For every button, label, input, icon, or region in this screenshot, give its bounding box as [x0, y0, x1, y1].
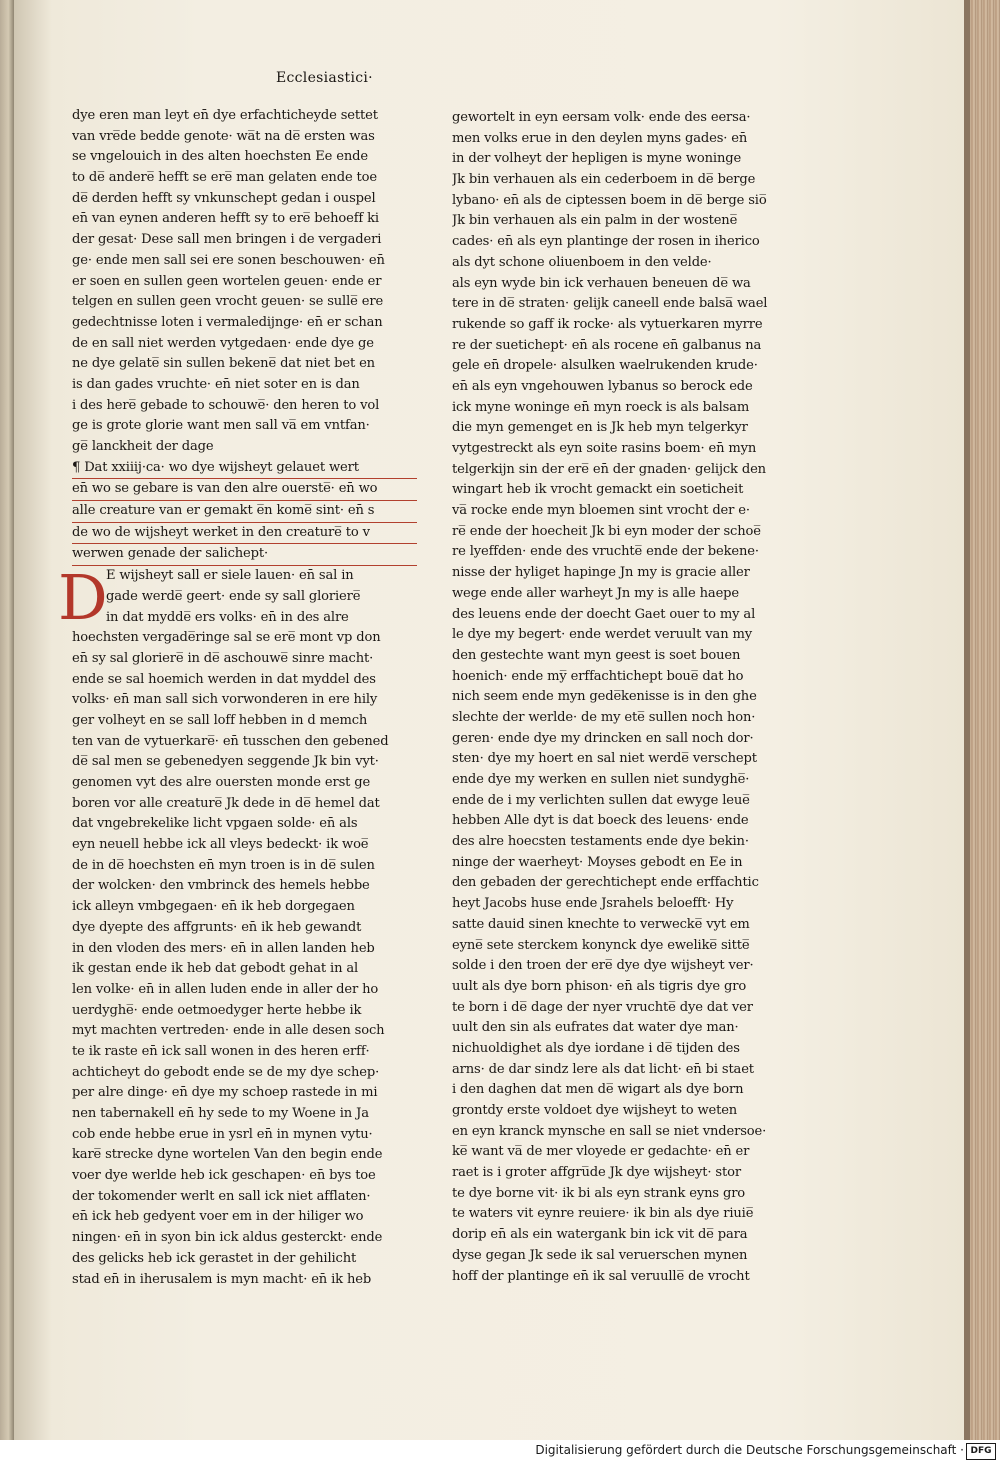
text-line: Jk bin verhauen als ein palm in der wostene̅ [452, 213, 738, 229]
text-line: des alre hoecsten testaments ende dye bekin· [452, 834, 749, 850]
text-line: hoechsten vergade̅ringe sal se ere̅ mont vp don [72, 630, 381, 646]
text-line: en eyn kranck mynsche en sall se niet vndersoe· [452, 1123, 767, 1139]
text-line: i den daghen dat men de̅ wigart als dye born [452, 1082, 744, 1098]
text-line: in dat mydde̅ ers volks· en̄ in des alre [106, 609, 349, 625]
text-line: der tokomender werlt en sall ick niet afflaten· [72, 1188, 371, 1204]
text-line: se vngelouich in des alten hoechsten Ee ende [72, 149, 368, 165]
text-line: en̄ ick heb gedyent voer em in der hiliger wo [72, 1209, 364, 1225]
text-line: gade werde̅ geert· ende sy sall gloriere̅ [106, 588, 361, 604]
text-line: nichuoldighet als dye iordane i de̅ tijden des [452, 1040, 740, 1056]
left-column-paragraph-1 [72, 106, 417, 458]
text-line: lybano· en̄ als de ciptessen boem in de̅ berge sio̅ [452, 192, 767, 208]
text-line: ¶ Dat xxiiij·ca· wo dye wijsheyt gelauet wert [72, 458, 417, 480]
text-line: stad en̄ in iherusalem is myn macht· en̄ ik heb [72, 1271, 372, 1287]
text-line: der gesat· Dese sall men bringen i de vergaderi [72, 232, 382, 248]
right-column-text [452, 108, 797, 1287]
text-line: heyt Jacobs huse ende Jsrahels beloefft· Hy [452, 896, 734, 912]
running-head: Ecclesiastici· [276, 70, 373, 86]
text-line: solde i den troen der ere̅ dye dye wijsheyt ver· [452, 958, 754, 974]
text-line: genomen vyt des alre ouersten monde erst ge [72, 775, 371, 790]
text-line: i des here̅ gebade to schouwe̅· den heren to vol [72, 397, 380, 413]
text-line: men volks erue in den deylen myns gades· en̄ [452, 130, 748, 146]
text-line: die myn gemenget en is Jk heb myn telgerkyr [452, 420, 748, 436]
text-line: raet is i groter affgru̅de Jk dye wijsheyt· stor [452, 1165, 741, 1181]
text-line: dorip en̄ als ein watergank bin ick vit de̅ para [452, 1227, 748, 1243]
text-line: satte dauid sinen knechte to verwecke̅ vyt em [452, 916, 750, 932]
text-line: re lyeffden· ende des vruchte̅ ende der bekene· [452, 544, 759, 560]
text-line: achticheyt do gebodt ende se de my dye schep· [72, 1064, 380, 1080]
text-line: ge· ende men sall sei ere sonen beschouwen· en̄ [72, 252, 385, 268]
text-line: dyse gegan Jk sede ik sal veruerschen mynen [452, 1247, 748, 1263]
text-line: is dan gades vruchte· en̄ niet soter en is dan [72, 376, 360, 392]
text-line: cob ende hebbe erue in ysrl en̄ in mynen vytu· [72, 1126, 373, 1142]
text-line: hoenich· ende my̅ erffachtichept boue̅ dat ho [452, 668, 744, 684]
right-text-column [452, 108, 797, 1287]
text-line: kare̅ strecke dyne wortelen Van den begin ende [72, 1147, 383, 1163]
text-line: ne dye gelate̅ sin sullen bekene̅ dat niet bet en [72, 356, 375, 372]
text-line: dye eren man leyt en̄ dye erfachticheyde settet [72, 108, 378, 123]
chapter-rubric [72, 458, 417, 566]
text-line: ge̅ lanckheit der dage [72, 439, 214, 454]
text-line: der wolcken· den vmbrinck des hemels hebbe [72, 878, 370, 894]
text-line: uult als dye born phison· en̄ als tigris dye gro [452, 978, 747, 994]
text-line: boren vor alle creature̅ Jk dede in de̅ hemel dat [72, 795, 380, 811]
text-line: nich seem ende myn gede̅kenisse is in den ghe [452, 689, 757, 705]
text-line: hoff der plantinge en̄ ik sal veruulle̅ de vrocht [452, 1268, 750, 1284]
text-line: ge is grote glorie want men sall va̅ em vntfan· [72, 418, 370, 434]
left-column-paragraph-2 [72, 628, 417, 1290]
text-line: ick alleyn vmbgegaen· en̄ ik heb dorgegaen [72, 899, 355, 915]
text-line: de in de̅ hoechsten en̄ myn troen is in de̅ sulen [72, 857, 375, 873]
text-line: alle creature van er gemakt e̅n kome̅ sint· en̄ s [72, 501, 417, 523]
text-line: en̄ van eynen anderen hefft sy to ere̅ behoeff ki [72, 211, 379, 227]
text-line: telgen en sullen geen vrocht geuen· se sulle̅ ere [72, 294, 384, 310]
text-line: van vre̅de bedde genote· wa̅t na de̅ ersten was [72, 128, 375, 144]
book-fore-edge [964, 0, 1000, 1440]
facing-page-edge [0, 0, 14, 1440]
text-line: ten van de vytuerkare̅· en̄ tusschen den gebened [72, 733, 389, 749]
text-line: grontdy erste voldoet dye wijsheyt to weten [452, 1103, 738, 1118]
text-line: gedechtnisse loten i vermaledijnge· en̄ er schan [72, 314, 383, 330]
initial-lines [72, 566, 417, 628]
text-line: de en sall niet werden vytgedaen· ende dye ge [72, 335, 374, 351]
text-line: wege ende aller warheyt Jn my is alle haepe [452, 585, 740, 601]
text-line: ninge der waerheyt· Moyses gebodt en Ee in [452, 854, 743, 870]
text-line: nen tabernakell en̄ hy sede to my Woene in Ja [72, 1106, 369, 1121]
text-line: ende se sal hoemich werden in dat myddel des [72, 671, 376, 687]
text-line: de̅ sal men se gebenedyen seggende Jk bin vyt· [72, 754, 379, 770]
text-line: ick myne woninge en̄ myn roeck is als balsam [452, 399, 750, 415]
text-line: als eyn wyde bin ick verhauen beneuen de̅ wa [452, 275, 751, 291]
text-line: des gelicks heb ick gerastet in der gehilicht [72, 1250, 357, 1266]
text-line: E wijsheyt sall er siele lauen· en̄ sal in [106, 568, 354, 584]
text-line: de wo de wijsheyt werket in den creature̅ to v [72, 523, 417, 545]
text-line: ke̅ want va̅ de mer vloyede er gedachte· en̄ er [452, 1144, 750, 1160]
text-line: in den vloden des mers· en̄ in allen landen heb [72, 940, 375, 956]
text-line: ningen· en̄ in syon bin ick aldus gesterckt· ende [72, 1230, 383, 1246]
text-line: sten· dye my hoert en sal niet werde̅ verschept [452, 751, 757, 767]
text-line: Jk bin verhauen als ein cederboem in de̅ berge [452, 172, 756, 188]
dfg-logo: DFG [966, 1443, 996, 1460]
text-line: en̄ wo se gebare is van den alre ouerste̅· en̄ wo [72, 479, 417, 501]
text-line: cades· en̄ als eyn plantinge der rosen in iherico [452, 234, 760, 250]
text-line: re der suetichept· en̄ als rocene en̄ galbanus na [452, 337, 762, 353]
text-line: te waters vit eynre reuiere· ik bin als dye riuie̅ [452, 1206, 754, 1222]
text-line: hebben Alle dyt is dat boeck des leuens· ende [452, 813, 749, 829]
text-line: den gebaden der gerechtichept ende erffachtic [452, 875, 759, 891]
text-line: ger volheyt en se sall loff hebben in d memch [72, 712, 368, 728]
text-line: te born i de̅ dage der nyer vruchte̅ dye dat ver [452, 999, 753, 1015]
text-line: to de̅ andere̅ hefft se ere̅ man gelaten ende toe [72, 170, 378, 186]
text-line: le dye my begert· ende werdet veruult van my [452, 627, 753, 643]
text-line: er soen en sullen geen wortelen geuen· ende er [72, 273, 382, 289]
text-line: geren· ende dye my drincken en sall noch dor· [452, 730, 754, 746]
text-line: in der volheyt der hepligen is myne woninge [452, 151, 742, 167]
text-line: len volke· en̄ in allen luden ende in aller der ho [72, 981, 379, 997]
text-line: te dye borne vit· ik bi als eyn strank eyns gro [452, 1185, 746, 1201]
text-line: uerdyghe̅· ende oetmoedyger herte hebbe ik [72, 1002, 362, 1018]
text-line: ik gestan ende ik heb dat gebodt gehat in al [72, 961, 359, 977]
left-text-column [58, 106, 417, 1290]
text-line: telgerkijn sin der ere̅ en̄ der gnaden· gelijck den [452, 461, 766, 477]
funding-notice: Digitalisierung gefördert durch die Deutsche Forschungsgemeinschaft · [535, 1443, 964, 1457]
text-line: voer dye werlde heb ick geschapen· en̄ bys toe [72, 1168, 376, 1184]
text-line: gele en̄ dropele· alsulken waelrukenden krude· [452, 358, 758, 374]
text-line: nisse der hyliget hapinge Jn my is gracie aller [452, 565, 750, 581]
text-line: uult den sin als eufrates dat water dye man· [452, 1020, 739, 1036]
text-line: per alre dinge· en̄ dye my schoep rastede in mi [72, 1085, 378, 1101]
text-line: gewortelt in eyn eersam volk· ende des eersa· [452, 110, 751, 125]
text-line: myt machten vertreden· ende in alle desen soch [72, 1023, 385, 1039]
text-line: te ik raste en̄ ick sall wonen in des heren erff· [72, 1043, 370, 1059]
text-line: vytgestreckt als eyn soite rasins boem· en̄ myn [452, 441, 757, 456]
text-line: werwen genade der salichept· [72, 544, 417, 566]
text-line: dat vngebrekelike licht vpgaen solde· en̄ als [72, 816, 358, 832]
text-line: als dyt schone oliuenboem in den velde· [452, 254, 712, 270]
text-line: rukende so gaff ik rocke· als vytuerkaren myrre [452, 316, 763, 332]
text-line: eyne̅ sete sterckem konynck dye ewelike̅ sitte̅ [452, 937, 750, 953]
text-line: wingart heb ik vrocht gemackt ein soeticheit [452, 482, 744, 498]
text-line: re̅ ende der hoecheit Jk bi eyn moder der schoe̅ [452, 523, 761, 539]
drop-cap-initial: D [58, 561, 108, 635]
text-line: eyn neuell hebbe ick all vleys bedeckt· ik woe̅ [72, 837, 369, 853]
text-line: slechte der werlde· de my ete̅ sullen noch hon· [452, 709, 756, 725]
initial-block [58, 561, 417, 635]
text-line: en̄ sy sal gloriere̅ in de̅ aschouwe̅ sinre macht· [72, 650, 374, 666]
text-line: volks· en̄ man sall sich vorwonderen in ere hily [72, 692, 378, 708]
text-line: arns· de dar sindz lere als dat licht· en̄ bi staet [452, 1061, 754, 1077]
text-line: den gestechte want myn geest is soet bouen [452, 647, 741, 663]
digitization-footer [0, 1440, 1000, 1462]
text-line: dye dyepte des affgrunts· en̄ ik heb gewandt [72, 919, 362, 935]
text-line: ende dye my werken en sullen niet sundyghe̅· [452, 772, 750, 787]
text-line: des leuens ende der doecht Gaet ouer to my al [452, 606, 756, 622]
text-line: ende de i my verlichten sullen dat ewyge leue̅ [452, 792, 750, 808]
text-line: en̄ als eyn vngehouwen lybanus so berock ede [452, 378, 753, 394]
text-line: va̅ rocke ende myn bloemen sint vrocht der e· [452, 503, 750, 519]
text-line: de̅ derden hefft sy vnkunschept gedan i ouspel [72, 190, 376, 206]
text-line: tere in de̅ straten· gelijk caneell ende balsa̅ wael [452, 296, 768, 312]
